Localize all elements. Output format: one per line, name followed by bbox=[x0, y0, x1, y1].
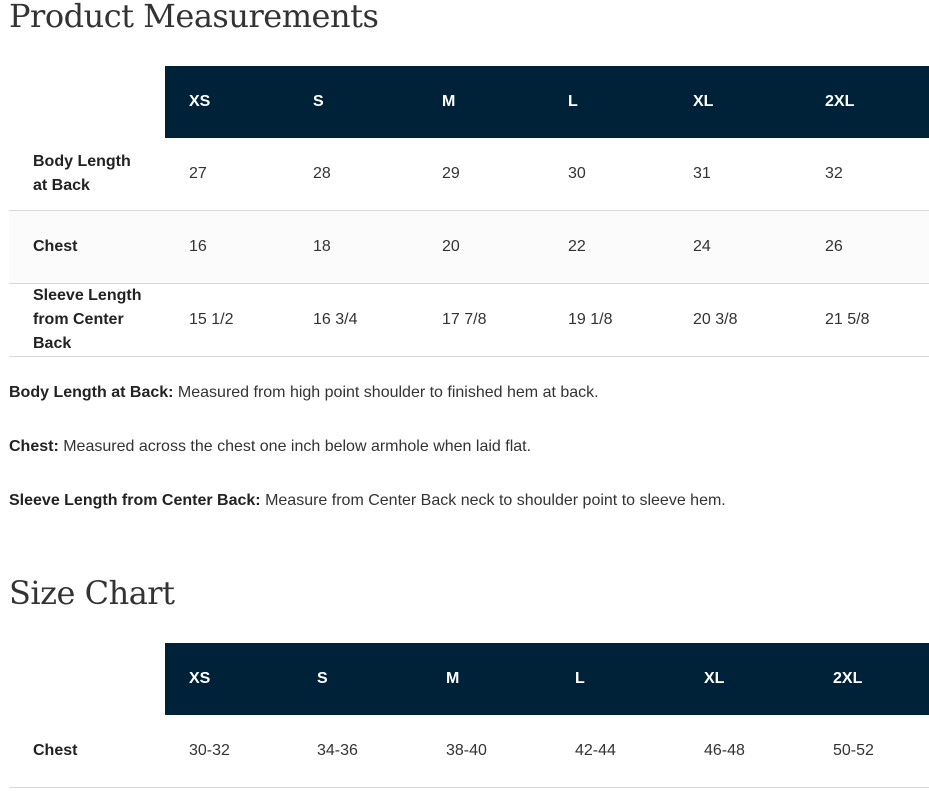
table-cell: 34-36 bbox=[293, 715, 422, 788]
size-header: L bbox=[544, 66, 669, 138]
row-label: Chest bbox=[9, 211, 165, 284]
product-measurements-table bbox=[9, 66, 929, 357]
table-cell: 26 bbox=[801, 211, 929, 284]
table-cell: 50-52 bbox=[809, 715, 929, 788]
size-header: S bbox=[293, 643, 422, 715]
table-cell: 20 bbox=[418, 211, 544, 284]
row-label: Sleeve Length from Center Back bbox=[9, 284, 165, 357]
table-cell: 28 bbox=[289, 138, 418, 211]
note-sleeve-length bbox=[9, 491, 726, 511]
table-cell: 30-32 bbox=[165, 715, 293, 788]
note-text: Measured across the chest one inch below armhole when laid flat. bbox=[58, 438, 532, 455]
table-cell: 38-40 bbox=[422, 715, 551, 788]
header-blank-cell bbox=[9, 66, 165, 138]
size-header: XS bbox=[165, 643, 293, 715]
table-row bbox=[9, 284, 929, 357]
row-label: Body Length at Back bbox=[9, 138, 165, 211]
table-cell: 46-48 bbox=[680, 715, 809, 788]
table-cell: 29 bbox=[418, 138, 544, 211]
table-cell: 31 bbox=[669, 138, 801, 211]
table-cell: 19 1/8 bbox=[544, 284, 669, 357]
size-header: 2XL bbox=[801, 66, 929, 138]
note-term: Chest: bbox=[9, 438, 59, 455]
note-chest bbox=[9, 437, 726, 457]
size-header: S bbox=[289, 66, 418, 138]
size-header: M bbox=[418, 66, 544, 138]
product-measurements-title: Product Measurements bbox=[9, 0, 379, 35]
size-chart-title: Size Chart bbox=[9, 574, 175, 612]
size-header: XL bbox=[680, 643, 809, 715]
table-row bbox=[9, 211, 929, 284]
header-blank-cell bbox=[9, 643, 165, 715]
size-header: XS bbox=[165, 66, 289, 138]
table-cell: 27 bbox=[165, 138, 289, 211]
table-cell: 15 1/2 bbox=[165, 284, 289, 357]
table-header-row bbox=[9, 66, 929, 138]
size-chart-table bbox=[9, 643, 929, 788]
note-term: Body Length at Back: bbox=[9, 384, 174, 401]
note-text: Measure from Center Back neck to shoulder point to sleeve hem. bbox=[260, 492, 726, 509]
table-cell: 20 3/8 bbox=[669, 284, 801, 357]
table-cell: 32 bbox=[801, 138, 929, 211]
note-term: Sleeve Length from Center Back: bbox=[9, 492, 261, 509]
table-cell: 42-44 bbox=[551, 715, 680, 788]
table-row bbox=[9, 715, 929, 788]
table-cell: 21 5/8 bbox=[801, 284, 929, 357]
size-header: L bbox=[551, 643, 680, 715]
table-cell: 18 bbox=[289, 211, 418, 284]
size-header: 2XL bbox=[809, 643, 929, 715]
table-row bbox=[9, 138, 929, 211]
table-cell: 17 7/8 bbox=[418, 284, 544, 357]
table-cell: 30 bbox=[544, 138, 669, 211]
measurement-notes bbox=[9, 383, 726, 545]
row-label: Chest bbox=[9, 715, 165, 788]
table-cell: 24 bbox=[669, 211, 801, 284]
size-header: M bbox=[422, 643, 551, 715]
note-body-length bbox=[9, 383, 726, 403]
table-cell: 16 3/4 bbox=[289, 284, 418, 357]
table-header-row bbox=[9, 643, 929, 715]
size-header: XL bbox=[669, 66, 801, 138]
table-cell: 22 bbox=[544, 211, 669, 284]
note-text: Measured from high point shoulder to finished hem at back. bbox=[173, 384, 599, 401]
table-cell: 16 bbox=[165, 211, 289, 284]
